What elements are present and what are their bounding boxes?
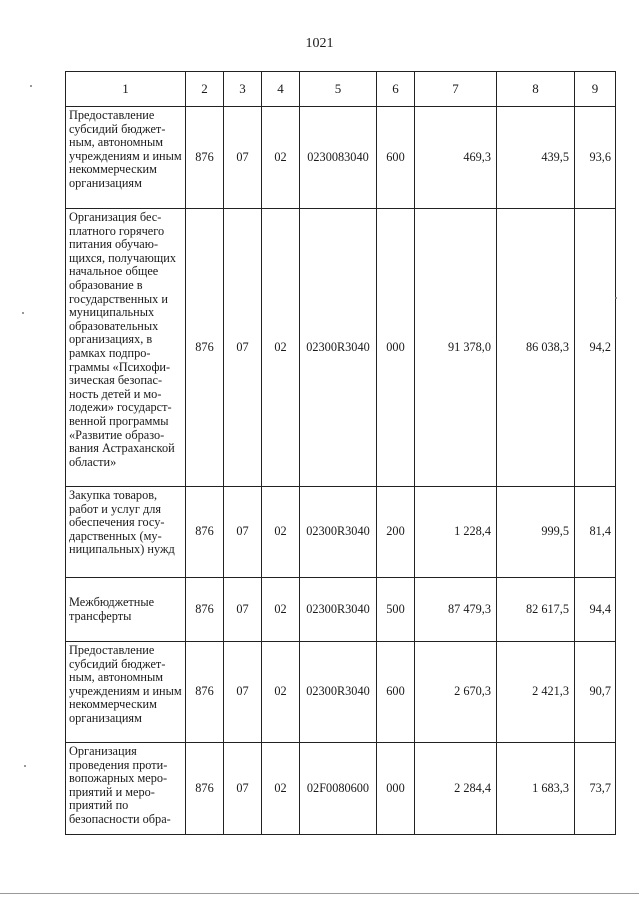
scan-speck bbox=[24, 765, 26, 767]
cell-target-code: 0230083040 bbox=[300, 107, 377, 209]
cell-percent: 81,4 bbox=[575, 487, 616, 578]
cell-target-code: 02300R3040 bbox=[300, 578, 377, 642]
cell-subsection: 02 bbox=[262, 209, 300, 487]
cell-ministry: 876 bbox=[186, 743, 224, 835]
row-name: Организация бесплатного горячего питания обучающихся, получающих начальное общее образование в государственных и муниципальных образовательных организациях, в рамках подпрограммы «Психофизическая безопасность детей и молодежи» государственной программы «Развитие образования Астраханской области» bbox=[66, 209, 186, 487]
header-cell-8: 8 bbox=[497, 72, 575, 107]
scan-speck bbox=[22, 312, 24, 314]
cell-actual: 86 038,3 bbox=[497, 209, 575, 487]
table-row bbox=[66, 487, 616, 578]
budget-table bbox=[65, 71, 616, 835]
cell-subsection: 02 bbox=[262, 743, 300, 835]
cell-subsection: 02 bbox=[262, 487, 300, 578]
row-name: Закупка товаров, работ и услуг для обеспечения государственных (муниципальных) нужд bbox=[66, 487, 186, 578]
cell-subsection: 02 bbox=[262, 578, 300, 642]
cell-expense-type: 600 bbox=[377, 642, 415, 743]
cell-expense-type: 000 bbox=[377, 743, 415, 835]
cell-expense-type: 500 bbox=[377, 578, 415, 642]
table-row bbox=[66, 209, 616, 487]
cell-target-code: 02300R3040 bbox=[300, 487, 377, 578]
cell-percent: 94,2 bbox=[575, 209, 616, 487]
cell-expense-type: 600 bbox=[377, 107, 415, 209]
cell-plan: 2 670,3 bbox=[415, 642, 497, 743]
cell-ministry: 876 bbox=[186, 209, 224, 487]
cell-actual: 1 683,3 bbox=[497, 743, 575, 835]
cell-target-code: 02300R3040 bbox=[300, 209, 377, 487]
cell-plan: 2 284,4 bbox=[415, 743, 497, 835]
cell-ministry: 876 bbox=[186, 107, 224, 209]
cell-plan: 469,3 bbox=[415, 107, 497, 209]
header-cell-7: 7 bbox=[415, 72, 497, 107]
header-cell-6: 6 bbox=[377, 72, 415, 107]
cell-plan: 91 378,0 bbox=[415, 209, 497, 487]
cell-target-code: 02F0080600 bbox=[300, 743, 377, 835]
scan-speck bbox=[30, 85, 32, 87]
header-cell-2: 2 bbox=[186, 72, 224, 107]
cell-subsection: 02 bbox=[262, 107, 300, 209]
cell-percent: 73,7 bbox=[575, 743, 616, 835]
table-row bbox=[66, 107, 616, 209]
cell-section: 07 bbox=[224, 642, 262, 743]
cell-ministry: 876 bbox=[186, 642, 224, 743]
row-name: Предоставление субсидий бюджетным, автономным учреждениям и иным некоммерческим организациям bbox=[66, 107, 186, 209]
cell-plan: 1 228,4 bbox=[415, 487, 497, 578]
cell-section: 07 bbox=[224, 743, 262, 835]
cell-actual: 2 421,3 bbox=[497, 642, 575, 743]
header-cell-3: 3 bbox=[224, 72, 262, 107]
row-name: Организация проведения противопожарных мероприятий и мероприятий по безопасности обра- bbox=[66, 743, 186, 835]
cell-subsection: 02 bbox=[262, 642, 300, 743]
cell-section: 07 bbox=[224, 209, 262, 487]
table-row bbox=[66, 578, 616, 642]
header-cell-1: 1 bbox=[66, 72, 186, 107]
table-row bbox=[66, 642, 616, 743]
header-cell-4: 4 bbox=[262, 72, 300, 107]
cell-ministry: 876 bbox=[186, 578, 224, 642]
header-cell-9: 9 bbox=[575, 72, 616, 107]
page-number: 1021 bbox=[305, 36, 334, 51]
header-row bbox=[66, 72, 616, 107]
cell-ministry: 876 bbox=[186, 487, 224, 578]
cell-target-code: 02300R3040 bbox=[300, 642, 377, 743]
cell-expense-type: 200 bbox=[377, 487, 415, 578]
row-name: Межбюджетные трансферты bbox=[66, 578, 186, 642]
cell-percent: 94,4 bbox=[575, 578, 616, 642]
cell-section: 07 bbox=[224, 487, 262, 578]
cell-actual: 82 617,5 bbox=[497, 578, 575, 642]
cell-actual: 999,5 bbox=[497, 487, 575, 578]
header-cell-5: 5 bbox=[300, 72, 377, 107]
row-name: Предоставление субсидий бюджетным, автономным учреждениям и иным некоммерческим организациям bbox=[66, 642, 186, 743]
scan-edge-line bbox=[0, 893, 639, 894]
cell-plan: 87 479,3 bbox=[415, 578, 497, 642]
cell-percent: 90,7 bbox=[575, 642, 616, 743]
cell-section: 07 bbox=[224, 107, 262, 209]
cell-expense-type: 000 bbox=[377, 209, 415, 487]
cell-actual: 439,5 bbox=[497, 107, 575, 209]
scan-speck bbox=[615, 297, 617, 299]
cell-section: 07 bbox=[224, 578, 262, 642]
cell-percent: 93,6 bbox=[575, 107, 616, 209]
table-row bbox=[66, 743, 616, 835]
